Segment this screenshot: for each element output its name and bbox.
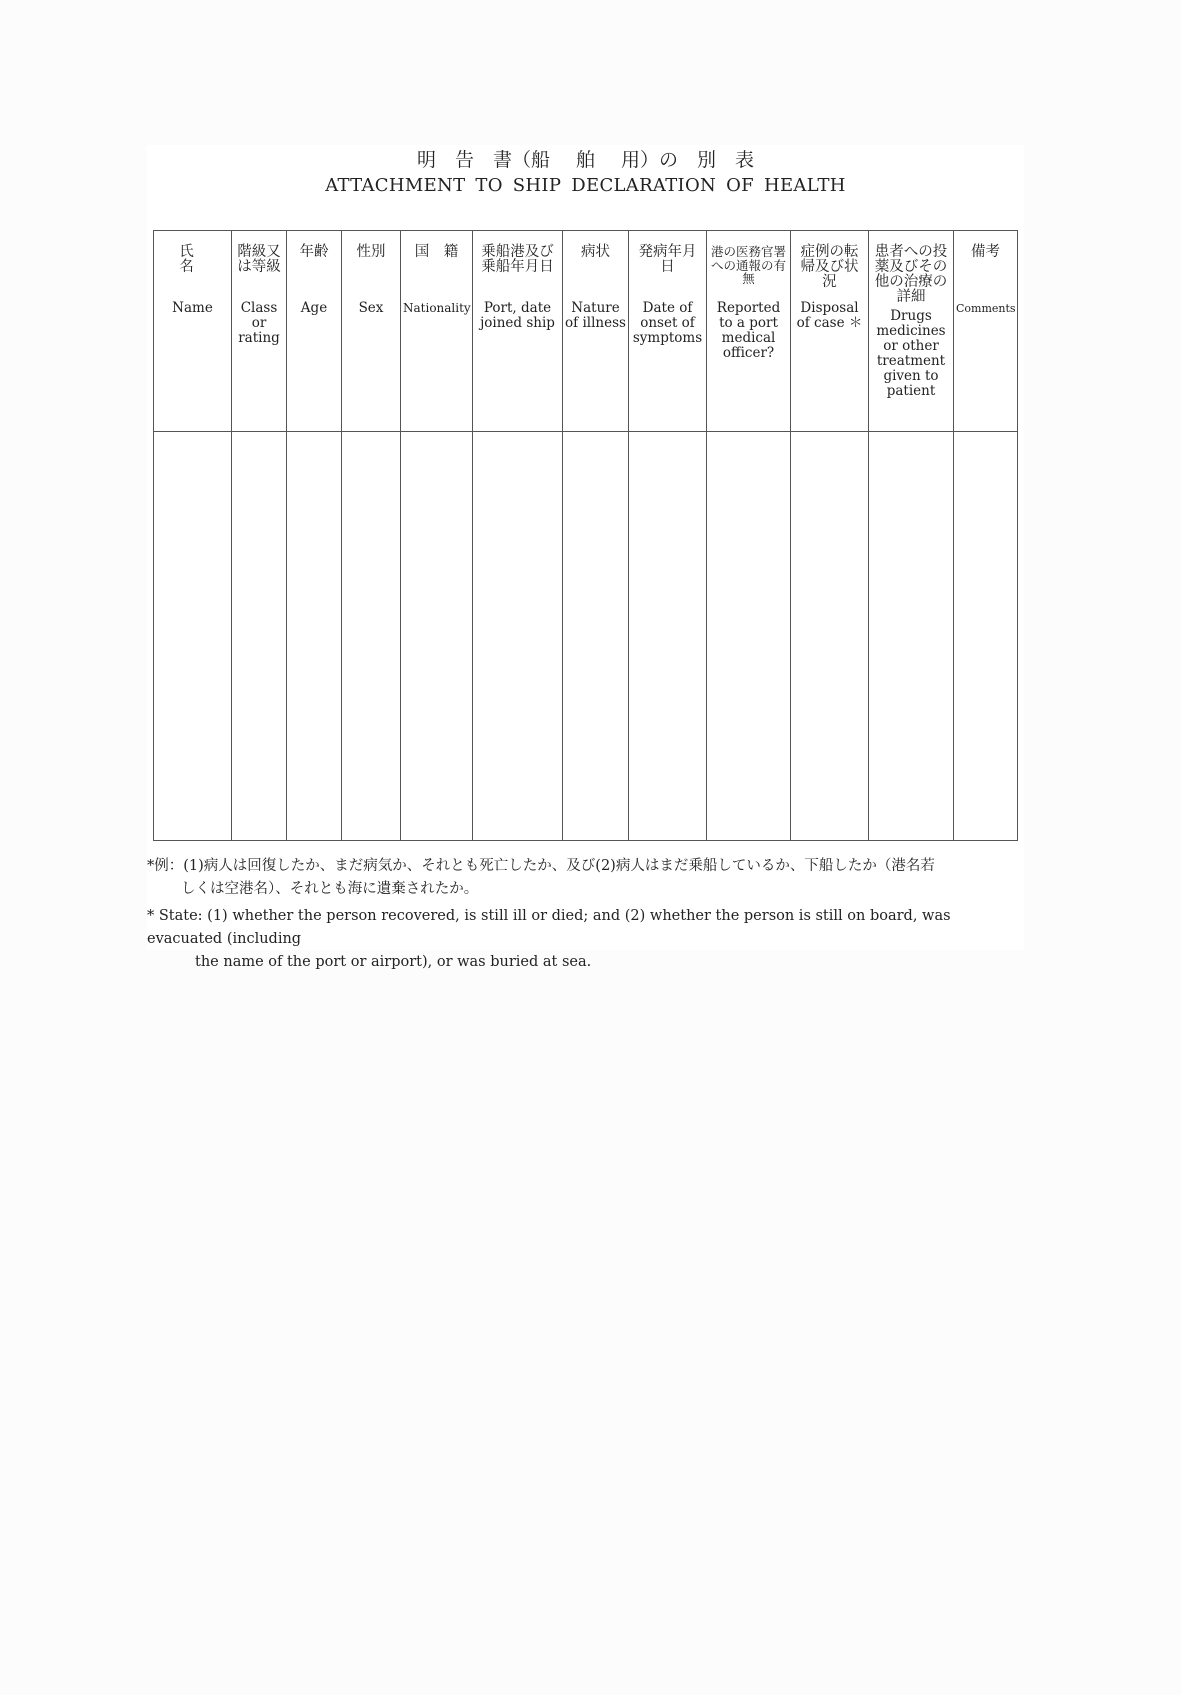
cell-drugs[interactable] [869,432,954,841]
attachment-form [147,145,1024,970]
cell-age[interactable] [287,432,342,841]
col-header-jp: 国 籍 [414,244,459,260]
col-age-header [287,231,342,432]
col-onset-header [629,231,707,432]
col-header-jp: 備考 [971,244,1000,260]
col-header-en: Comments [956,302,1016,315]
cell-class[interactable] [232,432,287,841]
col-header-en: Age [300,300,328,316]
col-port-header [473,231,563,432]
col-header-en: Disposal of case ＊ [796,300,863,331]
col-sex-header [342,231,401,432]
col-header-jp: 病状 [581,244,610,260]
cell-name[interactable] [154,432,232,841]
col-header-en: Name [172,300,213,316]
col-header-en: Drugs medicines or other treatment given to patient [876,308,946,399]
cell-sex[interactable] [342,432,401,841]
col-header-en: Date of onset of symptoms [632,300,703,346]
title-japanese: 明 告 書（船 舶 用）の 別 表 [416,149,755,171]
col-illness-header [563,231,629,432]
cell-illness[interactable] [563,432,629,841]
col-header-en: Nationality [403,301,471,315]
col-header-en: Sex [358,300,384,316]
footnote-en-line2: the name of the port or airport), or was buried at sea. [195,954,592,970]
col-header-jp: 乗船港及び乗船年月日 [481,244,554,275]
col-header-en: Port, date joined ship [480,300,555,331]
entry-row [154,432,1018,841]
footnote-jp-line2: しくは空港名）、それとも海に遺棄されたか。 [181,881,479,897]
col-header-jp: 患者への投薬及びその他の治療の詳細 [874,244,948,305]
footnote-jp-line1: *例：(1)病人は回復したか、まだ病気か、それとも死亡したか、及び(2)病人はまだ乗船しているか、下船したか（港名若 [147,858,935,874]
col-reported-header [707,231,791,432]
col-header-jp: 氏 名 [179,244,233,275]
col-header-jp: 港の医務官署への通報の有無 [710,244,786,286]
header-row [154,231,1018,432]
footnote-english [147,905,1024,974]
col-class-header [232,231,287,432]
cell-disposal[interactable] [791,432,869,841]
col-name-header [154,231,232,432]
footnote-japanese [147,855,1024,901]
col-comments-header [954,231,1018,432]
col-nationality-header [401,231,473,432]
col-header-en: Reported to a port medical officer? [716,300,781,361]
health-table [153,230,1018,841]
cell-onset[interactable] [629,432,707,841]
footnote-en-line1: * State: (1) whether the person recovered, is still ill or died; and (2) whether the person is still on board, was evacuated (including [147,908,951,947]
cell-port[interactable] [473,432,563,841]
col-header-en: Nature of illness [565,300,626,331]
cell-comments[interactable] [954,432,1018,841]
title-english: ATTACHMENT TO SHIP DECLARATION OF HEALTH [325,175,846,196]
col-header-jp: 年齢 [299,244,329,260]
col-header-jp: 性別 [356,244,386,260]
col-header-en: Class or rating [238,300,280,346]
col-drugs-header [869,231,954,432]
col-header-jp: 発病年月日 [638,244,697,275]
col-disposal-header [791,231,869,432]
cell-reported[interactable] [707,432,791,841]
cell-nationality[interactable] [401,432,473,841]
col-header-jp: 階級又は等級 [237,244,281,275]
col-header-jp: 症例の転帰及び状況 [800,244,859,290]
